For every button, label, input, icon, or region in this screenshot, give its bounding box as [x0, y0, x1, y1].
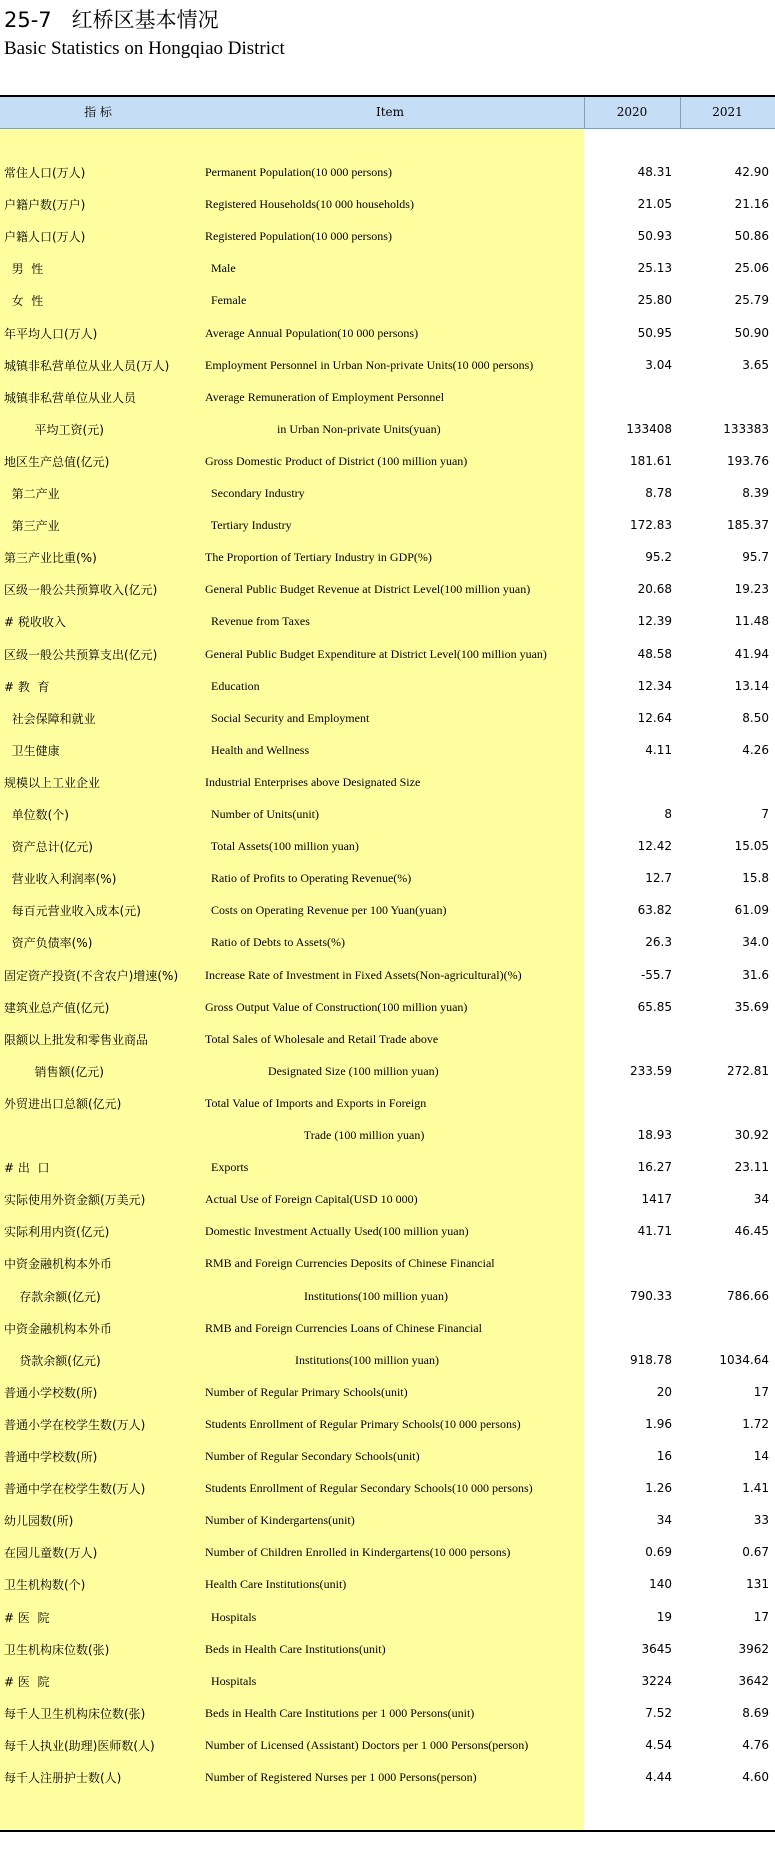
- value-2020: 16: [656, 1449, 672, 1463]
- value-2020: 12.39: [637, 614, 672, 629]
- header-2020: 2020: [616, 105, 648, 119]
- row-label-cn: 在园儿童数(万人): [4, 1546, 98, 1561]
- table-row: [0, 446, 775, 478]
- row-label-cn: # 教 育: [4, 679, 50, 694]
- row-label-cn: 资产负债率(%): [4, 936, 93, 951]
- table-row: [0, 157, 775, 189]
- row-label-cn: # 出 口: [4, 1161, 50, 1176]
- row-label-en: Female: [205, 293, 247, 308]
- value-2021: 1034.64: [719, 1352, 769, 1367]
- table-row: [0, 960, 775, 992]
- row-label-en: Social Security and Employment: [205, 710, 370, 725]
- value-2021: 4.60: [742, 1770, 769, 1784]
- value-2020: 140: [649, 1577, 672, 1592]
- value-2021: 131: [746, 1577, 769, 1592]
- value-2020: 34: [656, 1513, 672, 1528]
- value-2020: 20.68: [637, 582, 672, 597]
- row-label-cn: 营业收入利润率(%): [4, 872, 117, 887]
- row-label-cn: 普通中学校数(所): [4, 1450, 98, 1464]
- value-2021: 23.11: [734, 1160, 769, 1175]
- value-2021: 17: [753, 1609, 769, 1624]
- row-label-en: General Public Budget Expenditure at District Level(100 million yuan): [205, 646, 547, 661]
- row-label-en: Average Remuneration of Employment Personnel: [205, 389, 445, 404]
- value-2020: 0.69: [645, 1545, 672, 1560]
- value-2021: 1.41: [742, 1481, 769, 1496]
- row-label-en: Number of Children Enrolled in Kindergartens(10 000 persons): [205, 1545, 511, 1560]
- row-label-cn: 单位数(个): [4, 808, 69, 822]
- value-2020: 95.2: [645, 550, 672, 565]
- value-2020: 63.82: [637, 903, 672, 918]
- value-2020: 48.31: [637, 165, 672, 179]
- table-row: [0, 382, 775, 414]
- row-label-cn: 外贸进出口总额(亿元): [4, 1096, 122, 1111]
- value-2020: 18.93: [637, 1128, 672, 1142]
- value-2020: 8.78: [645, 486, 672, 500]
- row-label-en: Designated Size (100 million yuan): [205, 1063, 439, 1078]
- row-label-en: Tertiary Industry: [205, 518, 292, 533]
- row-label-cn: 固定资产投资(不含农户)增速(%): [4, 968, 179, 983]
- row-label-cn: 男 性: [4, 262, 44, 277]
- value-2020: 7.52: [645, 1705, 672, 1720]
- header-2021: 2021: [712, 105, 743, 119]
- value-2021: 50.86: [734, 229, 769, 244]
- table-row: [0, 1345, 775, 1377]
- value-2020: 25.13: [637, 261, 672, 276]
- row-label-cn: # 医 院: [4, 1674, 50, 1689]
- row-label-cn: 实际使用外资金额(万美元): [4, 1193, 146, 1208]
- value-2021: 41.94: [734, 646, 769, 661]
- value-2021: 34.0: [742, 935, 769, 950]
- table-row: [0, 1409, 775, 1441]
- value-2020: 12.64: [637, 710, 672, 725]
- row-label-cn: 规模以上工业企业: [4, 775, 101, 790]
- table-row: [0, 1088, 775, 1120]
- table-row: [0, 1024, 775, 1056]
- row-label-cn: 中资金融机构本外币: [4, 1257, 113, 1272]
- value-2020: 133408: [626, 421, 672, 436]
- value-2021: 31.6: [742, 967, 769, 982]
- table-row: [0, 606, 775, 638]
- value-2021: 11.48: [734, 614, 769, 629]
- row-label-en: Male: [205, 261, 236, 276]
- table-row: [0, 189, 775, 221]
- row-label-cn: 每千人执业(助理)医师数(人): [4, 1738, 155, 1753]
- table-row: [0, 639, 775, 671]
- value-2020: 8: [664, 807, 672, 821]
- row-label-cn: # 税收收入: [4, 615, 66, 630]
- value-2020: 20: [656, 1384, 672, 1399]
- value-2020: 172.83: [630, 518, 672, 533]
- row-label-en: RMB and Foreign Currencies Deposits of Chinese Financial: [205, 1256, 495, 1271]
- row-label-cn: 普通小学在校学生数(万人): [4, 1417, 146, 1432]
- row-label-cn: 建筑业总产值(亿元): [4, 1000, 110, 1015]
- value-2020: -55.7: [640, 967, 672, 982]
- value-2021: 30.92: [734, 1128, 769, 1142]
- value-2021: 50.90: [734, 325, 769, 340]
- table-row: [0, 703, 775, 735]
- value-2021: 34: [753, 1192, 769, 1207]
- value-2020: 12.42: [637, 839, 672, 854]
- row-label-cn: 户籍户数(万户): [4, 198, 86, 213]
- row-label-cn: 第三产业: [4, 519, 60, 534]
- row-label-en: Revenue from Taxes: [205, 614, 310, 629]
- row-label-en: Registered Population(10 000 persons): [205, 229, 392, 244]
- row-label-en: Number of Registered Nurses per 1 000 Persons(person): [205, 1770, 477, 1784]
- table-row: [0, 318, 775, 350]
- row-label-cn: 每千人卫生机构床位数(张): [4, 1706, 146, 1721]
- value-2020: 790.33: [630, 1288, 672, 1303]
- table-row: [0, 992, 775, 1024]
- table-row: [0, 1281, 775, 1313]
- table-row: [0, 285, 775, 317]
- value-2021: 33: [753, 1513, 769, 1528]
- value-2021: 185.37: [727, 518, 769, 533]
- value-2020: 25.80: [637, 293, 672, 308]
- row-label-en: Health and Wellness: [205, 742, 310, 757]
- row-label-en: Total Value of Imports and Exports in Foreign: [205, 1095, 427, 1110]
- row-label-cn: 平均工资(元): [4, 422, 104, 437]
- value-2021: 15.05: [734, 839, 769, 854]
- table-row: [0, 735, 775, 767]
- row-label-en: Average Annual Population(10 000 persons): [205, 325, 419, 340]
- row-label-cn: 女 性: [4, 294, 44, 309]
- table-row: [0, 1569, 775, 1601]
- row-label-cn: 销售额(亿元): [4, 1064, 104, 1079]
- row-label-cn: 每百元营业收入成本(元): [4, 904, 141, 919]
- row-label-en: Gross Domestic Product of District (100 million yuan): [205, 453, 468, 468]
- table-row: [0, 1184, 775, 1216]
- table-row: [0, 927, 775, 959]
- value-2021: 15.8: [742, 871, 769, 886]
- value-2020: 3.04: [645, 357, 672, 372]
- row-label-en: Hospitals: [205, 1673, 257, 1688]
- table-row: [0, 1441, 775, 1473]
- row-label-en: Increase Rate of Investment in Fixed Assets(Non-agricultural)(%): [205, 967, 522, 982]
- table-row: [0, 1313, 775, 1345]
- row-label-cn: 区级一般公共预算收入(亿元): [4, 583, 158, 598]
- row-label-cn: # 医 院: [4, 1610, 50, 1625]
- value-2020: 50.95: [637, 325, 672, 340]
- table-row: [0, 1537, 775, 1569]
- value-2021: 46.45: [734, 1224, 769, 1239]
- value-2021: 786.66: [727, 1288, 769, 1303]
- value-2021: 193.76: [727, 453, 769, 468]
- row-label-en: Actual Use of Foreign Capital(USD 10 000): [205, 1192, 418, 1207]
- header-indicator: 指 标: [84, 105, 112, 119]
- row-label-en: Students Enrollment of Regular Primary Schools(10 000 persons): [205, 1416, 521, 1431]
- row-label-cn: 第二产业: [4, 487, 60, 501]
- value-2020: 48.58: [637, 646, 672, 661]
- row-label-en: Education: [205, 678, 260, 693]
- bottom-rule: [0, 1830, 775, 1832]
- row-label-en: Trade (100 million yuan): [205, 1128, 425, 1142]
- value-2020: 65.85: [637, 999, 672, 1014]
- value-2020: 918.78: [630, 1352, 672, 1367]
- value-2020: 12.34: [637, 678, 672, 693]
- row-label-cn: 年平均人口(万人): [4, 326, 98, 341]
- table-row: [0, 767, 775, 799]
- value-2021: 42.90: [734, 165, 769, 179]
- value-2021: 95.7: [742, 550, 769, 565]
- value-2021: 25.06: [734, 261, 769, 276]
- row-label-en: Number of Kindergartens(unit): [205, 1513, 355, 1528]
- value-2020: 3645: [641, 1641, 672, 1656]
- value-2021: 8.50: [742, 710, 769, 725]
- value-2020: 1417: [641, 1192, 672, 1207]
- value-2020: 50.93: [637, 229, 672, 244]
- value-2021: 21.16: [734, 197, 769, 212]
- table-row: [0, 1248, 775, 1280]
- row-label-en: Number of Licensed (Assistant) Doctors per 1 000 Persons(person): [205, 1737, 529, 1752]
- value-2021: 3.65: [742, 357, 769, 372]
- row-label-cn: 存款余额(亿元): [4, 1289, 101, 1304]
- value-2020: 41.71: [637, 1224, 672, 1239]
- row-label-en: Number of Regular Secondary Schools(unit): [205, 1449, 420, 1463]
- table-row: [0, 1762, 775, 1794]
- value-2021: 4.26: [742, 742, 769, 757]
- value-2021: 8.69: [742, 1705, 769, 1720]
- row-label-en: Total Assets(100 million yuan): [205, 839, 359, 854]
- row-label-en: Domestic Investment Actually Used(100 million yuan): [205, 1224, 469, 1239]
- row-label-cn: 实际利用内资(亿元): [4, 1225, 110, 1240]
- row-label-en: Costs on Operating Revenue per 100 Yuan(yuan): [205, 903, 447, 918]
- value-2021: 13.14: [734, 678, 769, 693]
- table-row: [0, 671, 775, 703]
- table-row: [0, 1216, 775, 1248]
- row-label-en: Number of Regular Primary Schools(unit): [205, 1384, 408, 1399]
- row-label-en: Institutions(100 million yuan): [205, 1288, 448, 1303]
- value-2020: 4.11: [645, 742, 672, 757]
- table-row: [0, 542, 775, 574]
- row-label-en: Hospitals: [205, 1609, 257, 1624]
- row-label-en: Students Enrollment of Regular Secondary Schools(10 000 persons): [205, 1481, 533, 1496]
- value-2021: 17: [753, 1384, 769, 1399]
- row-label-cn: 普通中学在校学生数(万人): [4, 1482, 146, 1497]
- header-divider: [680, 97, 681, 129]
- row-label-cn: 每千人注册护士数(人): [4, 1771, 122, 1785]
- table-row: [0, 1666, 775, 1698]
- table-row: [0, 1602, 775, 1634]
- value-2021: 3642: [738, 1673, 769, 1688]
- table-row: [0, 1634, 775, 1666]
- row-label-cn: 卫生机构数(个): [4, 1578, 86, 1593]
- header-item: Item: [375, 105, 405, 119]
- value-2021: 7: [761, 807, 769, 821]
- row-label-en: Institutions(100 million yuan): [205, 1352, 439, 1367]
- row-label-en: Industrial Enterprises above Designated Size: [205, 774, 421, 789]
- table-row: [0, 1730, 775, 1762]
- row-label-cn: 限额以上批发和零售业商品: [4, 1032, 149, 1047]
- row-label-en: Employment Personnel in Urban Non-private Units(10 000 persons): [205, 357, 534, 372]
- table-row: [0, 1152, 775, 1184]
- row-label-cn: 第三产业比重(%): [4, 551, 97, 566]
- value-2021: 35.69: [734, 999, 769, 1014]
- row-label-en: Beds in Health Care Institutions(unit): [205, 1641, 386, 1656]
- table-row: [0, 1056, 775, 1088]
- row-label-en: Registered Households(10 000 households): [205, 197, 414, 212]
- row-label-cn: 户籍人口(万人): [4, 230, 86, 245]
- table-header: [0, 97, 775, 129]
- row-label-en: Total Sales of Wholesale and Retail Trade above: [205, 1031, 439, 1046]
- value-2021: 25.79: [734, 293, 769, 308]
- row-label-cn: 中资金融机构本外币: [4, 1321, 113, 1336]
- row-label-en: Ratio of Profits to Operating Revenue(%): [205, 871, 412, 886]
- table-row: [0, 1505, 775, 1537]
- row-label-en: General Public Budget Revenue at District Level(100 million yuan): [205, 582, 531, 597]
- value-2020: 19: [656, 1609, 672, 1624]
- value-2021: 19.23: [734, 582, 769, 597]
- value-2020: 1.26: [645, 1481, 672, 1496]
- value-2021: 0.67: [742, 1545, 769, 1560]
- value-2021: 61.09: [734, 903, 769, 918]
- table-row: [0, 1473, 775, 1505]
- table-row: [0, 863, 775, 895]
- value-2021: 4.76: [742, 1737, 769, 1752]
- header-divider: [584, 97, 585, 129]
- row-label-en: Gross Output Value of Construction(100 million yuan): [205, 999, 468, 1014]
- row-label-cn: 卫生健康: [4, 743, 60, 758]
- value-2020: 1.96: [645, 1416, 672, 1431]
- row-label-cn: 地区生产总值(亿元): [4, 454, 110, 469]
- table-row: [0, 350, 775, 382]
- row-label-en: RMB and Foreign Currencies Loans of Chinese Financial: [205, 1320, 482, 1335]
- row-label-en: The Proportion of Tertiary Industry in GDP(%): [205, 550, 432, 565]
- table-row: [0, 1377, 775, 1409]
- table-row: [0, 510, 775, 542]
- value-2021: 8.39: [742, 486, 769, 500]
- table-title-en: Basic Statistics on Hongqiao District: [4, 38, 285, 59]
- table-row: [0, 414, 775, 446]
- row-label-en: Ratio of Debts to Assets(%): [205, 935, 345, 950]
- table-row: [0, 478, 775, 510]
- row-label-cn: 资产总计(亿元): [4, 840, 93, 855]
- value-2020: 12.7: [645, 871, 672, 886]
- value-2020: 4.44: [645, 1770, 672, 1784]
- table-row: [0, 574, 775, 606]
- row-label-en: Beds in Health Care Institutions per 1 000 Persons(unit): [205, 1705, 475, 1720]
- row-label-en: Permanent Population(10 000 persons): [205, 165, 392, 179]
- value-2020: 181.61: [630, 453, 672, 468]
- row-label-cn: 区级一般公共预算支出(亿元): [4, 647, 158, 662]
- value-2020: 3224: [641, 1673, 672, 1688]
- table-row: [0, 221, 775, 253]
- table-row: [0, 253, 775, 285]
- table-title-cn: 25-7 红桥区基本情况: [4, 8, 219, 32]
- value-2020: 4.54: [645, 1737, 672, 1752]
- value-2021: 3962: [738, 1641, 769, 1656]
- table-row: [0, 831, 775, 863]
- row-label-cn: 幼儿园数(所): [4, 1514, 74, 1529]
- table-row: [0, 799, 775, 831]
- table-row: [0, 895, 775, 927]
- table-row: [0, 1698, 775, 1730]
- row-label-en: Secondary Industry: [205, 486, 305, 500]
- value-2021: 272.81: [727, 1063, 769, 1078]
- value-2020: 16.27: [637, 1160, 672, 1175]
- value-2021: 14: [753, 1449, 769, 1463]
- value-2020: 233.59: [630, 1063, 672, 1078]
- row-label-cn: 普通小学校数(所): [4, 1385, 98, 1400]
- row-label-cn: 城镇非私营单位从业人员(万人): [4, 358, 170, 373]
- row-label-cn: 社会保障和就业: [4, 711, 96, 726]
- row-label-en: Number of Units(unit): [205, 807, 319, 821]
- value-2021: 1.72: [742, 1416, 769, 1431]
- value-2020: 26.3: [645, 935, 672, 950]
- row-label-en: in Urban Non-private Units(yuan): [205, 421, 441, 436]
- table-row: [0, 1120, 775, 1152]
- row-label-en: Health Care Institutions(unit): [205, 1577, 347, 1592]
- row-label-cn: 卫生机构床位数(张): [4, 1642, 110, 1657]
- row-label-cn: 常住人口(万人): [4, 166, 86, 180]
- value-2020: 21.05: [637, 197, 672, 212]
- value-2021: 133383: [723, 421, 769, 436]
- row-label-cn: 贷款余额(亿元): [4, 1353, 101, 1368]
- row-label-en: Exports: [205, 1160, 249, 1175]
- row-label-cn: 城镇非私营单位从业人员: [4, 390, 137, 405]
